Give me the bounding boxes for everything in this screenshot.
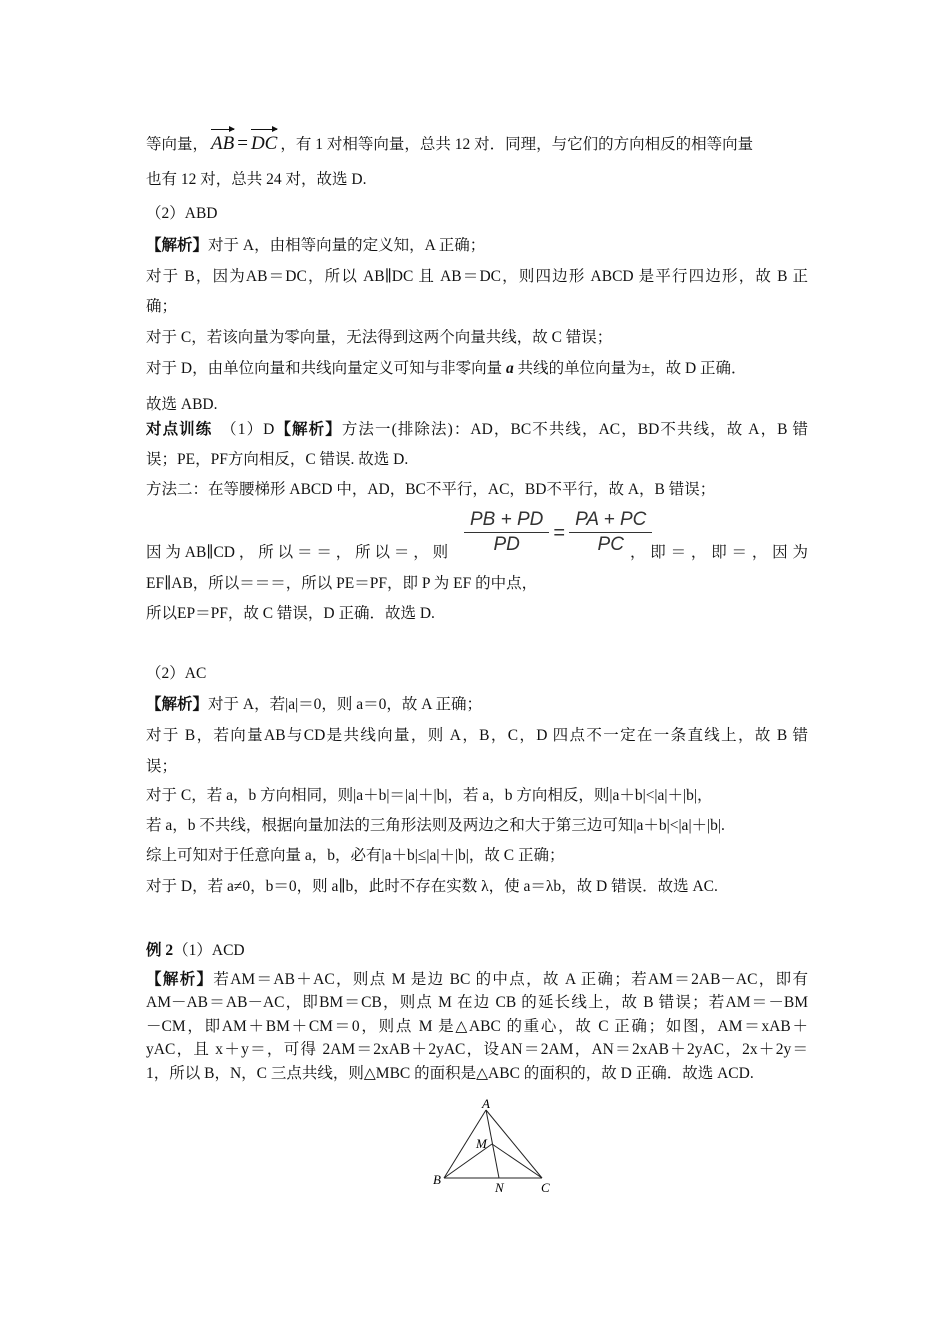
numerator: PB + PD: [464, 510, 549, 533]
text: 对于 A，由相等向量的定义知，A 正确；: [208, 237, 486, 254]
analysis-tag: 【解析】: [146, 696, 209, 713]
text: （1）ACD: [173, 942, 245, 959]
text: 对于 D，由单位向量和共线向量定义可知与非零向量: [146, 360, 506, 377]
p3-line4b: ， 即 ＝ ， 即 ＝ ， 因 为: [630, 544, 808, 561]
p2-line4: 对于 C，若该向量为零向量，无法得到这两个向量共线，故 C 错误；: [146, 329, 613, 346]
p3-line1: [146, 420, 808, 440]
vector-a: a: [505, 360, 514, 377]
text: 共线的单位向量为±，故 D 正确．: [513, 360, 747, 377]
example-heading: [146, 941, 245, 961]
fraction-equation: [464, 510, 652, 555]
p5-line3: －CM，即AM＋BM＋CM＝0，则点 M 是△ABC 的重心，故 C 正确；如图，AM＝xAB＋: [146, 1018, 808, 1035]
p1-line1: [146, 130, 753, 155]
p1-line2: 也有 12 对，总共 24 对，故选 D.: [146, 171, 367, 188]
p2-line5: [146, 359, 747, 379]
p2-line3: 确；: [146, 298, 178, 315]
p2-line2: 对于 B，因为AB＝DC，所以 AB∥DC 且 AB＝DC，则四边形 ABCD 是平行四边形，故 B 正: [146, 268, 808, 285]
p4-line4: 对于 C，若 a，b 方向相同，则|a＋b|＝|a|＋|b|，若 a，b 方向相反，则|a＋b|<|a|＋|b|，: [146, 787, 713, 804]
label-m: M: [476, 1136, 487, 1151]
vector-dc: [251, 130, 277, 154]
label-b: B: [433, 1172, 441, 1187]
p4-line5: 若 a，b 不共线，根据向量加法的三角形法则及两边之和大于第三边可知|a＋b|<|a|＋|b|.: [146, 817, 725, 834]
p4-line6: 综上可知对于任意向量 a，b，必有|a＋b|≤|a|＋|b|，故 C 正确；: [146, 847, 565, 864]
vector-ab: [211, 130, 234, 154]
equals-sign: =: [553, 521, 566, 544]
p5-line2: AM－AB＝AB－AC，即BM＝CB，则点 M 在边 CB 的延长线上，故 B 错误；若AM＝－BM: [146, 994, 808, 1011]
p3-line2: 误；PE，PF方向相反，C 错误. 故选 D.: [146, 451, 409, 468]
p3-line3: 方法二：在等腰梯形 ABCD 中，AD，BC不平行，AC，BD不平行，故 A，B 错误；: [146, 481, 716, 498]
side-ac: [486, 1110, 542, 1178]
p3-line4a: 因 为 AB∥CD ， 所 以 ＝ ＝ ， 所 以 ＝ ， 则: [146, 544, 449, 561]
text: 等向量，: [146, 136, 209, 153]
practice-tag: 对点训练: [146, 421, 213, 438]
p5-line1: [146, 970, 808, 990]
p2-line1: [146, 236, 485, 256]
p2-line6: 故选 ABD.: [146, 396, 218, 413]
text: 方法一(排除法)：AD，BC不共线，AC，BD不共线，故 A，B 错: [341, 421, 808, 438]
text: （1）D: [212, 421, 275, 438]
p4-line2: 对于 B，若向量AB与CD是共线向量，则 A，B，C，D 四点不一定在一条直线上，故 B 错: [146, 727, 808, 744]
label-c: C: [541, 1180, 550, 1195]
equals-sign: =: [237, 133, 248, 154]
label-n: N: [495, 1180, 504, 1195]
analysis-tag: 【解析】: [146, 237, 209, 254]
answer-heading: （2）ABD: [146, 205, 218, 222]
p4-line1: [146, 695, 482, 715]
text: 对于 A，若|a|＝0，则 a＝0，故 A 正确；: [208, 696, 483, 713]
arrow-icon: [211, 129, 234, 130]
p4-line7: 对于 D，若 a≠0，b＝0，则 a∥b，此时不存在实数 λ，使 a＝λb，故 D 错误．故选 AC.: [146, 878, 718, 895]
label-a: A: [482, 1098, 490, 1111]
p3-line5: EF∥AB，所以＝＝＝，所以 PE＝PF，即 P 为 EF 的中点，: [146, 575, 538, 592]
p4-line3: 误；: [146, 758, 178, 775]
segment-cm: [492, 1144, 542, 1178]
text: 若AM＝AB＋AC，则点 M 是边 BC 的中点，故 A 正确；若AM＝2AB－AC，即有: [213, 971, 808, 988]
vector-label: DC: [250, 133, 278, 154]
analysis-tag: 【解析】: [274, 421, 342, 438]
triangle-figure: [428, 1098, 568, 1198]
arrow-icon: [251, 129, 277, 130]
numerator: PA + PC: [569, 510, 652, 533]
vector-label: AB: [211, 133, 235, 154]
answer-heading: （2）AC: [146, 665, 207, 682]
p3-line6: 所以EP＝PF，故 C 错误，D 正确．故选 D.: [146, 605, 435, 622]
fraction-1: [464, 510, 549, 555]
example-tag: 例 2: [146, 942, 174, 959]
p5-line4: yAC，且 x＋y＝，可得 2AM＝2xAB＋2yAC，设AN＝2AM，AN＝2xAB＋2yAC，2x＋2y＝: [146, 1041, 808, 1058]
p5-line5: 1，所以 B，N，C 三点共线，则△MBC 的面积是△ABC 的面积的，故 D 正确．故选 ACD.: [146, 1065, 754, 1082]
text: ，有 1 对相等向量，总共 12 对．同理，与它们的方向相反的相等向量: [280, 136, 754, 153]
denominator: PC: [597, 534, 624, 555]
denominator: PD: [493, 534, 520, 555]
analysis-tag: 【解析】: [146, 971, 214, 988]
